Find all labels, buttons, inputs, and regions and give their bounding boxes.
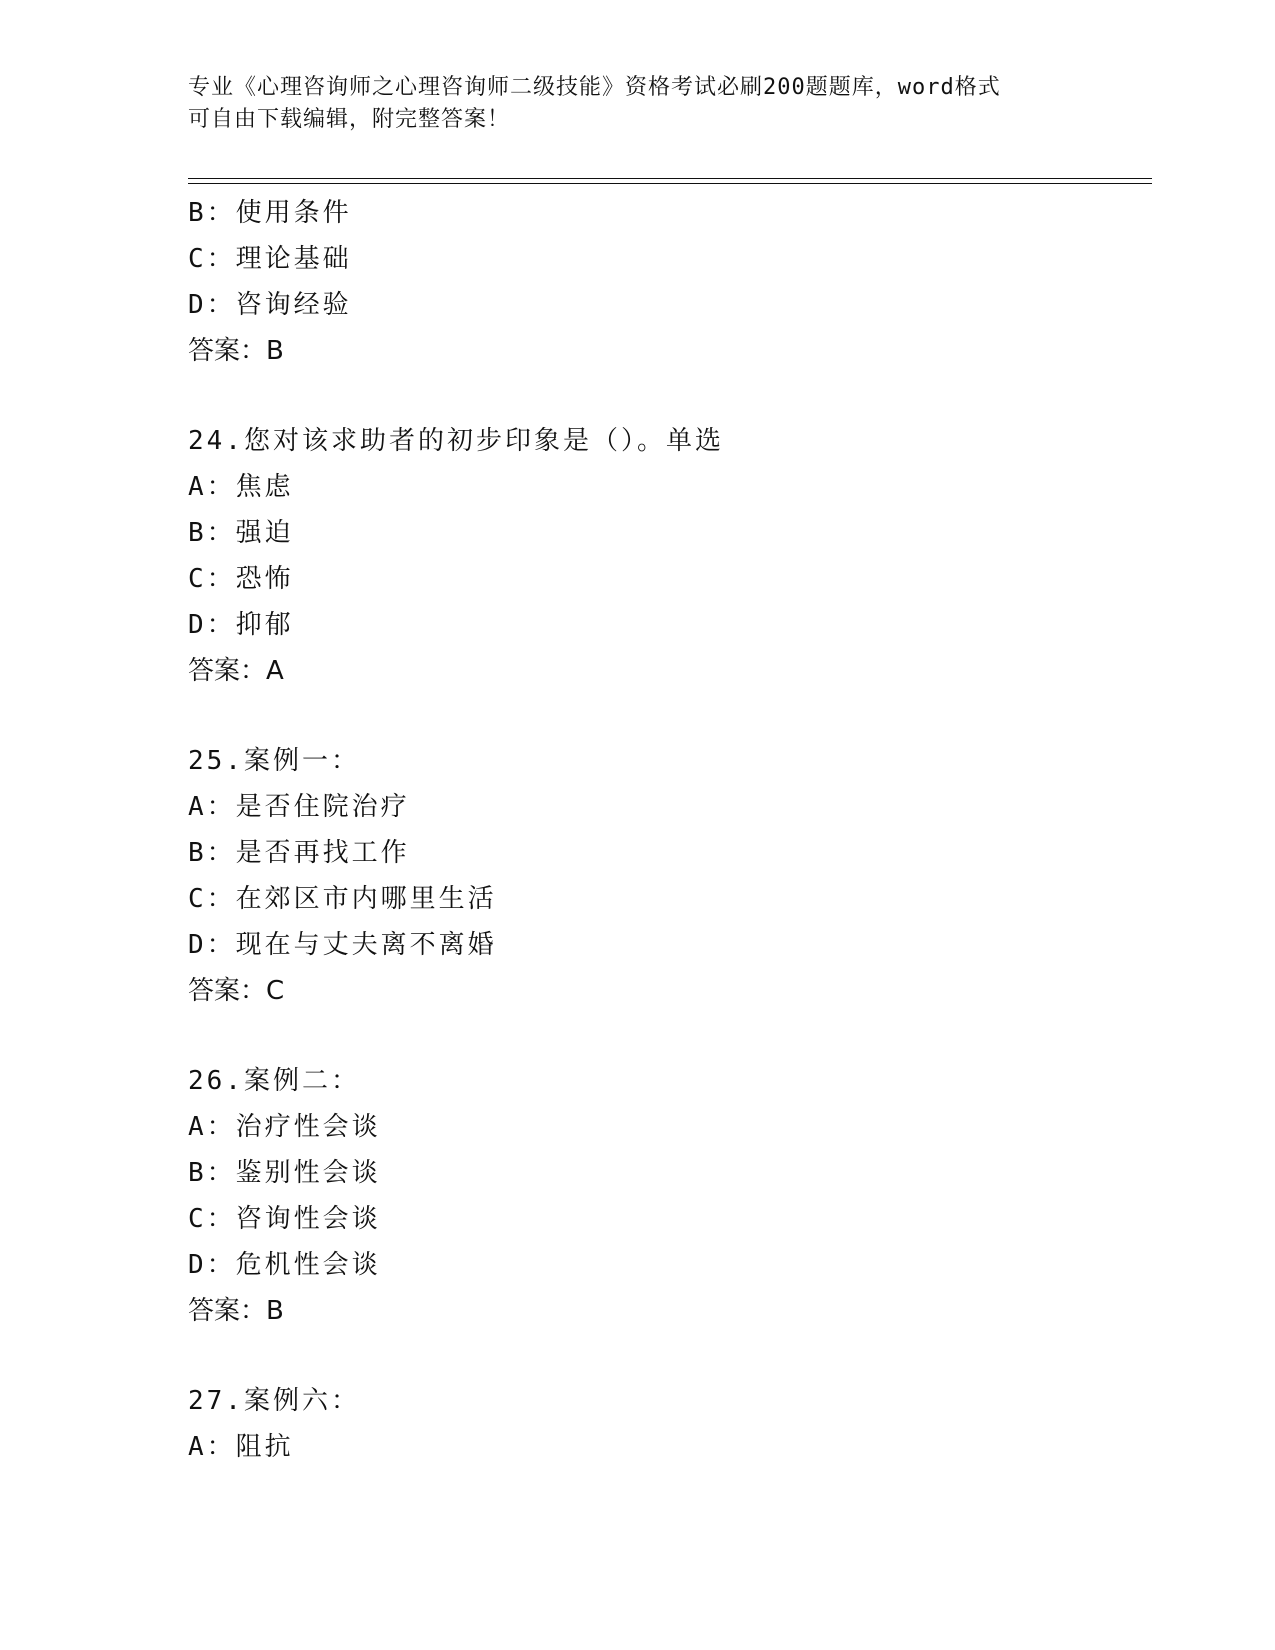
option-c: C：在郊区市内哪里生活	[188, 884, 497, 914]
question-23-continued	[188, 190, 1148, 374]
question-stem: 26.案例二：	[188, 1066, 360, 1096]
spacer	[188, 1334, 1148, 1378]
question-stem: 24.您对该求助者的初步印象是（）。单选	[188, 426, 724, 456]
option-b: B：鉴别性会谈	[188, 1158, 381, 1188]
option-d: D：危机性会谈	[188, 1250, 381, 1280]
question-27	[188, 1378, 1148, 1470]
answer-line: 答案：B	[188, 1296, 284, 1326]
question-24	[188, 418, 1148, 694]
option-d: D：抑郁	[188, 610, 294, 640]
question-stem: 27.案例六：	[188, 1386, 360, 1416]
header-line-2: 可自由下载编辑，附完整答案！	[188, 107, 511, 132]
spacer	[188, 694, 1148, 738]
option-b: B：强迫	[188, 518, 294, 548]
document-header	[188, 72, 1088, 136]
option-b: B：使用条件	[188, 198, 352, 228]
question-stem: 25.案例一：	[188, 746, 360, 776]
option-d: D：现在与丈夫离不离婚	[188, 930, 497, 960]
question-25	[188, 738, 1148, 1014]
option-a: A：焦虑	[188, 472, 294, 502]
option-b: B：是否再找工作	[188, 838, 410, 868]
question-26	[188, 1058, 1148, 1334]
answer-line: 答案：A	[188, 656, 284, 686]
option-a: A：阻抗	[188, 1432, 294, 1462]
answer-line: 答案：C	[188, 976, 285, 1006]
spacer	[188, 1014, 1148, 1058]
option-c: C：恐怖	[188, 564, 294, 594]
header-divider-top	[188, 178, 1152, 179]
answer-line: 答案：B	[188, 336, 284, 366]
header-divider-bottom	[188, 183, 1152, 184]
option-c: C：咨询性会谈	[188, 1204, 381, 1234]
option-c: C：理论基础	[188, 244, 352, 274]
option-a: A：治疗性会谈	[188, 1112, 381, 1142]
question-list	[188, 190, 1148, 1470]
spacer	[188, 374, 1148, 418]
option-d: D：咨询经验	[188, 290, 352, 320]
header-line-1: 专业《心理咨询师之心理咨询师二级技能》资格考试必刷200题题库，word格式	[188, 75, 1001, 100]
option-a: A：是否住院治疗	[188, 792, 410, 822]
